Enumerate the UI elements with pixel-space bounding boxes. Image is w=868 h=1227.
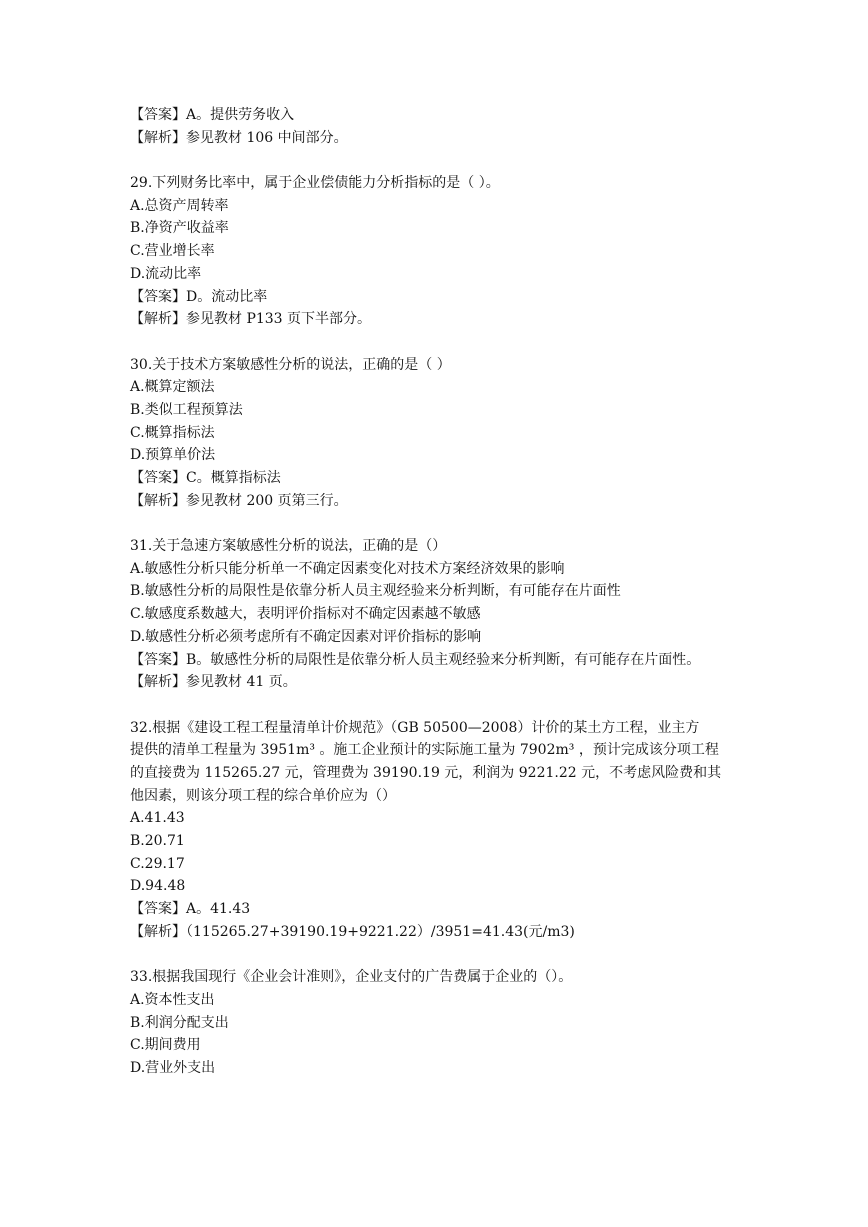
option-b: B.利润分配支出 xyxy=(130,1014,229,1031)
answer-line: 【答案】B。敏感性分析的局限性是依靠分析人员主观经验来分析判断，有可能存在片面性。 xyxy=(130,651,701,668)
question-32-title-line-3: 的直接费为 115265.27 元，管理费为 39190.19 元，利润为 9221.22 元，不考虑风险费和其 xyxy=(130,764,722,781)
answer-line: 【答案】A。提供劳务收入 xyxy=(130,107,295,123)
analysis-line: 【解析】参见教材 200 页第三行。 xyxy=(130,492,348,509)
option-b: B.净资产收益率 xyxy=(130,220,229,237)
option-b: B.20.71 xyxy=(130,833,185,849)
question-29-title: 29.下列财务比率中，属于企业偿债能力分析指标的是（ ）。 xyxy=(130,175,500,192)
option-a: A.概算定额法 xyxy=(130,379,215,396)
option-c: C.概算指标法 xyxy=(130,424,215,441)
option-a: A.敏感性分析只能分析单一不确定因素变化对技术方案经济效果的影响 xyxy=(130,560,565,577)
question-30-title: 30.关于技术方案敏感性分析的说法，正确的是（ ） xyxy=(130,356,451,373)
analysis-line: 【解析】参见教材 P133 页下半部分。 xyxy=(130,311,372,328)
analysis-line: 【解析】参见教材 106 中间部分。 xyxy=(130,129,348,146)
option-a: A.资本性支出 xyxy=(130,991,215,1008)
option-c: C.期间费用 xyxy=(130,1037,201,1054)
answer-line: 【答案】D。流动比率 xyxy=(130,288,268,305)
option-d: D.94.48 xyxy=(130,878,186,895)
option-c: C.29.17 xyxy=(130,855,185,872)
option-d: D.流动比率 xyxy=(130,265,202,282)
option-d: D.营业外支出 xyxy=(130,1059,216,1076)
option-c: C.营业增长率 xyxy=(130,243,215,260)
option-d: D.敏感性分析必须考虑所有不确定因素对评价指标的影响 xyxy=(130,628,482,645)
document-page xyxy=(130,104,750,1080)
analysis-line: 【解析】（115265.27+39190.19+9221.22）/3951=41.43(元/m3) xyxy=(130,923,575,940)
question-32-title-line-1: 32.根据《建设工程工程量清单计价规范》（GB 50500—2008）计价的某土方工程，业主方 xyxy=(130,719,700,736)
question-33-title: 33.根据我国现行《企业会计准则》，企业支付的广告费属于企业的（）。 xyxy=(130,969,573,986)
option-b: B.敏感性分析的局限性是依靠分析人员主观经验来分析判断，有可能存在片面性 xyxy=(130,583,621,600)
question-31-title: 31.关于急速方案敏感性分析的说法，正确的是（） xyxy=(130,538,447,555)
option-a: A.41.43 xyxy=(130,810,185,827)
question-32-title-line-4: 他因素，则该分项工程的综合单价应为（） xyxy=(130,787,396,804)
option-d: D.预算单价法 xyxy=(130,447,216,464)
option-b: B.类似工程预算法 xyxy=(130,401,243,418)
option-c: C.敏感度系数越大，表明评价指标对不确定因素越不敏感 xyxy=(130,606,481,623)
question-32-title-line-2: 提供的清单工程量为 3951m³ 。施工企业预计的实际施工量为 7902m³ ，预计完成该分项工程 xyxy=(130,742,719,759)
answer-line: 【答案】C。概算指标法 xyxy=(130,470,281,486)
analysis-line: 【解析】参见教材 41 页。 xyxy=(130,674,297,691)
answer-line: 【答案】A。41.43 xyxy=(130,901,251,918)
option-a: A.总资产周转率 xyxy=(130,197,229,214)
